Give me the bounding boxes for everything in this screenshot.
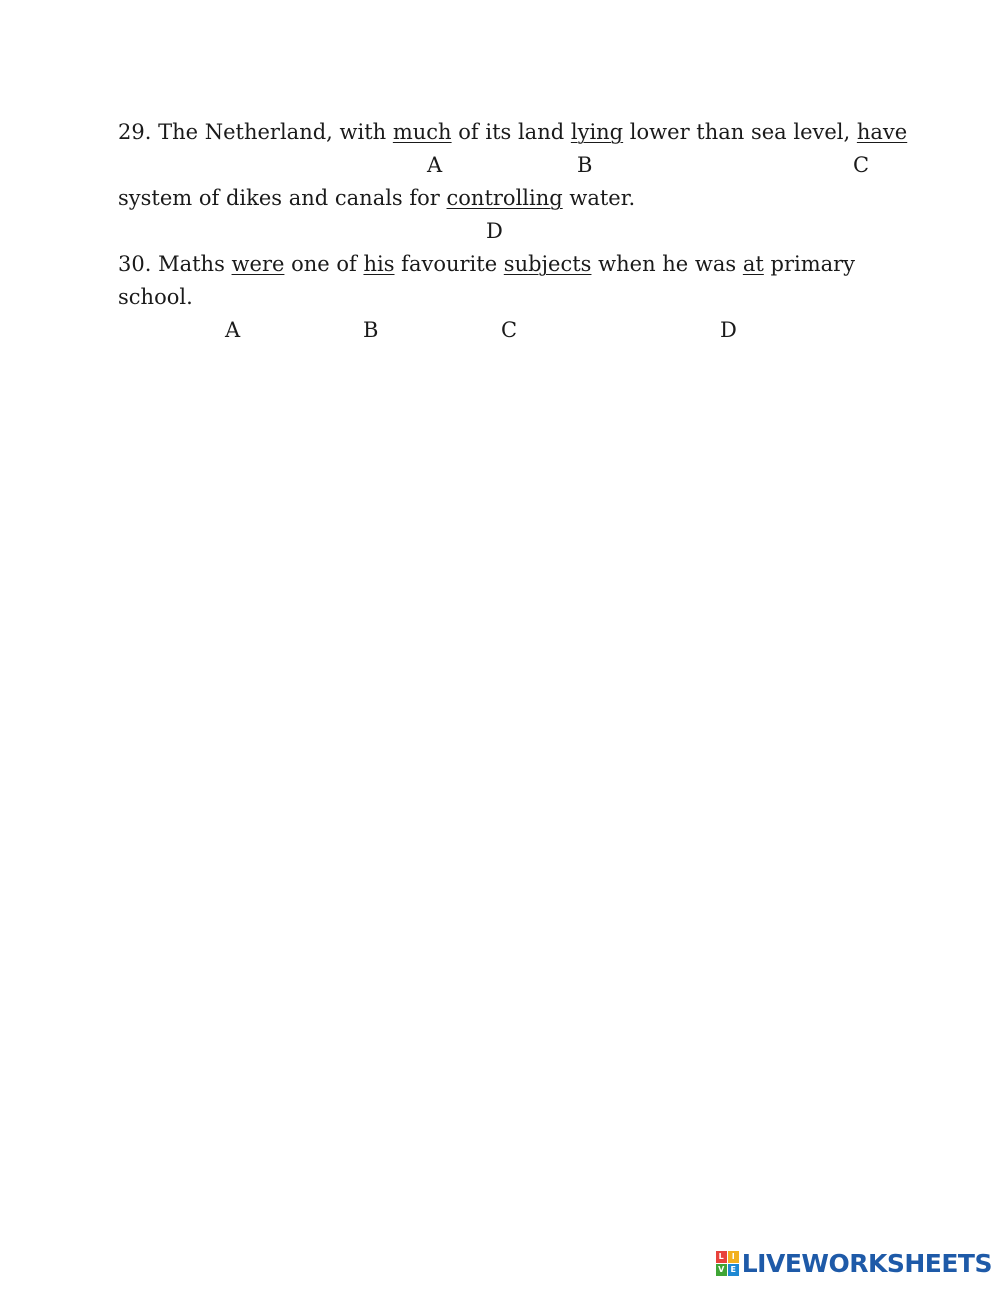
q29-text-mid1: of its land	[451, 120, 571, 144]
q30-text-mid3: when he was	[591, 252, 743, 276]
q30-letter-a: A	[225, 318, 241, 342]
q30-option-c-word: subjects	[503, 252, 592, 276]
q29-letter-b: B	[577, 153, 593, 177]
q30-number: 30.	[118, 252, 152, 276]
q30-letter-c: C	[501, 318, 518, 342]
logo-letter-l: L	[716, 1251, 727, 1263]
q30-letter-d: D	[720, 318, 737, 342]
q29-text-mid2: lower than sea level,	[623, 120, 857, 144]
q29-line-1	[118, 116, 907, 149]
q30-text-mid2: favourite	[394, 252, 504, 276]
q29-number: 29.	[118, 120, 152, 144]
logo-icon	[716, 1251, 739, 1276]
q29-letter-c: C	[853, 153, 870, 177]
q29-letter-a: A	[427, 153, 443, 177]
q30-option-a-word: were	[231, 252, 285, 276]
q30-text-post: primary	[763, 252, 856, 276]
q29-option-d-word: controlling	[446, 186, 563, 210]
q30-option-d-word: at	[742, 252, 764, 276]
q30-text-pre: Maths	[158, 252, 232, 276]
q29-option-c-word: have	[856, 120, 908, 144]
logo-wordmark: LIVEWORKSHEETS	[741, 1248, 992, 1278]
q29-text-pre: The Netherland, with	[158, 120, 393, 144]
q30-line2-pre: school.	[118, 285, 193, 309]
q30-option-b-word: his	[363, 252, 395, 276]
q30-line-1	[118, 248, 855, 281]
q30-text-mid1: one of	[284, 252, 364, 276]
q29-line2-post: water.	[562, 186, 636, 210]
q29-line-2	[118, 182, 635, 215]
q29-line2-pre: system of dikes and canals for	[118, 186, 447, 210]
q29-option-a-word: much	[392, 120, 452, 144]
q30-letter-b: B	[363, 318, 379, 342]
logo-letter-v: V	[716, 1264, 727, 1276]
logo-letter-e: E	[728, 1264, 739, 1276]
q30-line-2	[118, 281, 193, 314]
logo-letter-i: I	[728, 1251, 739, 1263]
q29-option-b-word: lying	[570, 120, 624, 144]
q29-letter-d: D	[486, 219, 503, 243]
liveworksheets-logo	[716, 1249, 992, 1277]
